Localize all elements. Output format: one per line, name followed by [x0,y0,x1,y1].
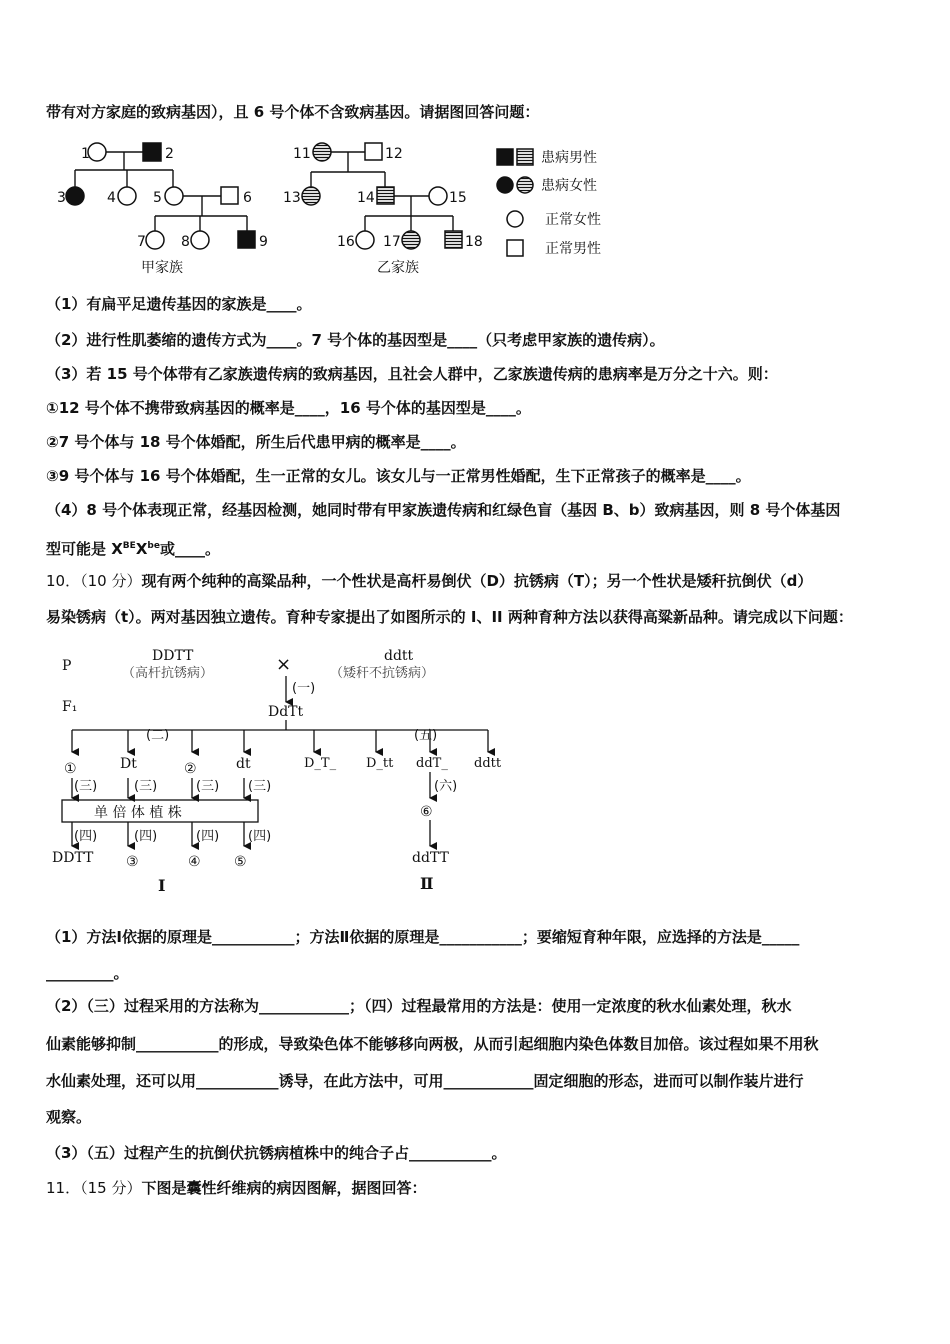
jia-individual-9 [238,231,255,248]
id-9: 9 [259,234,268,250]
id-1: 1 [81,146,90,162]
id-8: 8 [181,234,190,250]
q9-part3-a: ①12 号个体不携带致病基因的概率是____，16 号个体的基因型是____。 [46,399,531,417]
gamete-4: dt [236,756,251,772]
q9-part3-b: ②7 号个体与 18 号个体婚配，所生后代患甲病的概率是____。 [46,433,466,451]
id-3: 3 [57,190,66,206]
q9-part3-c: ③9 号个体与 16 号个体婚配，生一正常的女儿。该女儿与一正常男性婚配，生下正常孩子的概率是____。 [46,467,751,485]
yi-individual-14 [377,187,394,204]
step-1-label: (一) [292,681,316,696]
parent1-genotype: DDTT [152,648,194,664]
step-4-label-3: (四) [196,829,220,844]
yi-individual-13 [302,187,320,205]
yi-individual-12 [365,143,382,160]
step-6-label: (六) [434,779,458,794]
step-3-label-4: (三) [248,779,272,794]
q10-part1-line1: （1）方法Ⅰ依据的原理是___________；方法Ⅱ依据的原理是___________；要缩短育种年限，应选择的方法是_____ [46,928,800,946]
q11-number: 11．（15 分） [46,1179,142,1197]
yi-individual-16 [356,231,374,249]
p-label: P [62,658,72,674]
parent2-genotype: ddtt [384,648,414,664]
step-4-label-2: (四) [134,829,158,844]
result-i-2: ③ [126,854,139,870]
result-i-1: DDTT [52,850,94,866]
id-12: 12 [385,146,403,162]
id-11: 11 [293,146,311,162]
parent2-description: （矮秆不抗锈病） [330,666,435,681]
q9-part4-line1: （4）8 号个体表现正常，经基因检测，她同时带有甲家族遗传病和红绿色盲（基因 B、b）致病基因，则 8 号个体基因 [46,501,841,519]
q10-part2-line2: 仙素能够抑制___________的形成，导致染色体不能够移向两极，从而引起细胞内染色体数目加倍。该过程如果不用秋 [46,1035,819,1053]
id-16: 16 [337,234,355,250]
parent1-description: （高杆抗锈病） [122,666,214,681]
step-3-label-3: (三) [196,779,220,794]
gamete-3: ② [184,761,197,777]
id-5: 5 [153,190,162,206]
legend-affected-male-solid [497,149,513,165]
id-7: 7 [137,234,146,250]
legend-normal-female [507,211,523,227]
yi-individual-11 [313,143,331,161]
gamete-1: ① [64,761,77,777]
q10-part3: （3）（五）过程产生的抗倒伏抗锈病植株中的纯合子占___________。 [46,1144,507,1162]
yi-family-label: 乙家族 [377,260,419,276]
jia-individual-5 [165,187,183,205]
q10-part1-line2: _________。 [46,964,129,982]
step-5-label: (五) [414,728,438,743]
q10-number: 10．（10 分） [46,572,142,590]
f1-label: F₁ [62,699,78,715]
result-ii: ddTT [412,850,449,866]
q10-line2: 易染锈病（t）。两对基因独立遗传。育种专家提出了如图所示的 I、II 两种育种方法以获得高粱新品种。请完成以下问题： [46,608,853,626]
jia-individual-3 [66,187,84,205]
breeding-diagram [50,640,530,900]
legend-normal-female-label: 正常女性 [545,212,601,228]
legend-affected-female-label: 患病女性 [541,178,597,194]
q9-part2: （2）进行性肌萎缩的遗传方式为____。7 号个体的基因型是____（只考虑甲家族的遗传病）。 [46,331,665,349]
jia-individual-4 [118,187,136,205]
id-17: 17 [383,234,401,250]
q9-part4-line2: 型可能是 $X^{BE}X^{be}$或____。 [46,540,220,558]
cross-symbol: × [276,654,292,675]
q10-line1: 10．（10 分）现有两个纯种的高粱品种，一个性状是高杆易倒伏（D）抗锈病（T）；另一个性状是矮秆抗倒伏（d） [46,572,813,590]
jia-individual-7 [146,231,164,249]
q9-part1: （1）有扁平足遗传基因的家族是____。 [46,295,312,313]
jia-individual-1 [88,143,106,161]
method-ii-label: Ⅱ [420,874,434,893]
id-15: 15 [449,190,467,206]
legend-affected-female-hatched [517,177,533,193]
yi-individual-18 [445,231,462,248]
f2-class-2: D_tt [366,756,394,771]
legend-normal-male-label: 正常男性 [545,241,601,257]
step-2-label: (二) [146,728,170,743]
id-18: 18 [465,234,483,250]
legend-affected-female-solid [497,177,513,193]
yi-individual-15 [429,187,447,205]
jia-individual-6 [221,187,238,204]
q10-part2-line4: 观察。 [46,1108,92,1126]
id-6: 6 [243,190,252,206]
mark-6: ⑥ [420,804,433,820]
yi-individual-17 [402,231,420,249]
method-i-label: I [158,876,166,895]
intro-text: 带有对方家庭的致病基因），且 6 号个体不含致病基因。请据图回答问题： [46,103,540,121]
jia-family-label: 甲家族 [141,260,183,276]
q11-line: 11．（15 分）下图是囊性纤维病的病因图解，据图回答： [46,1179,427,1197]
id-2: 2 [165,146,174,162]
step-3-label-2: (三) [134,779,158,794]
q9-part3: （3）若 15 号个体带有乙家族遗传病的致病基因，且社会人群中，乙家族遗传病的患病率是万分之十六。则： [46,365,778,383]
jia-individual-2 [143,143,161,161]
legend-normal-male [507,240,523,256]
id-4: 4 [107,190,116,206]
haploid-plant-label: 单 倍 体 植 株 [94,805,182,821]
q10-part2-line3: 水仙素处理，还可以用___________诱导，在此方法中，可用____________固定细胞的形态，进而可以制作装片进行 [46,1072,804,1090]
q10-part2-line1: （2）（三）过程采用的方法称为____________；（四）过程最常用的方法是：使用一定浓度的秋水仙素处理，秋水 [46,997,792,1015]
step-4-label-1: (四) [74,829,98,844]
step-4-label-4: (四) [248,829,272,844]
id-14: 14 [357,190,375,206]
legend-affected-male-hatched [517,149,533,165]
f2-class-3: ddT_ [416,756,448,771]
step-3-label-1: (三) [74,779,98,794]
pedigree-figure [55,132,625,282]
result-i-3: ④ [188,854,201,870]
legend-affected-male-label: 患病男性 [541,150,597,166]
id-13: 13 [283,190,301,206]
gamete-2: Dt [120,756,137,772]
f2-class-4: ddtt [474,756,502,771]
jia-individual-8 [191,231,209,249]
result-i-4: ⑤ [234,854,247,870]
f1-genotype: DdTt [268,704,304,720]
f2-class-1: D_T_ [304,756,337,771]
